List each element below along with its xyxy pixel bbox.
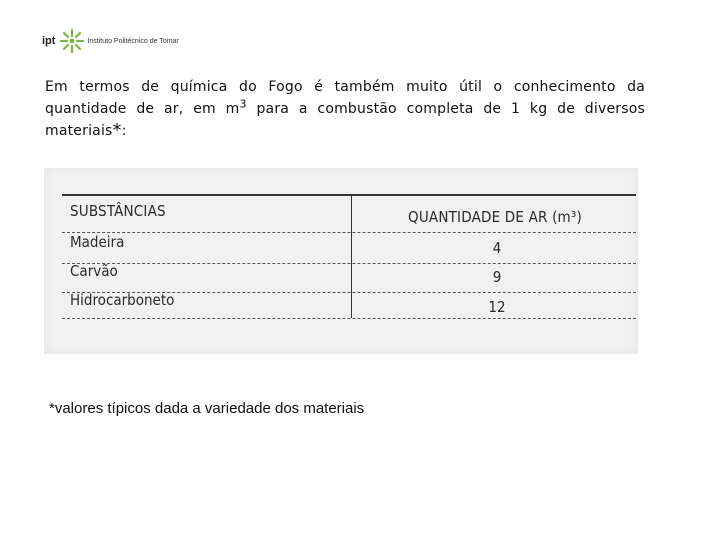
logo-institution-name: Instituto Politécnico de Tomar — [87, 37, 179, 45]
institution-logo — [42, 28, 179, 54]
table-bottom-rule — [62, 318, 636, 319]
row-substance: Carvão — [70, 262, 118, 280]
intro-text-end: para a combustão completa de 1 kg de diversos materiais — [45, 101, 645, 139]
intro-paragraph — [45, 76, 645, 142]
footnote-asterisk: * — [112, 120, 122, 141]
column-divider — [351, 196, 352, 318]
header-air-quantity: QUANTIDADE DE AR (m³) — [408, 208, 582, 226]
table-rule — [62, 263, 636, 264]
logo-ipt-text: ipt — [42, 35, 56, 47]
intro-colon: : — [121, 123, 127, 139]
sunburst-logo-icon — [59, 28, 85, 54]
row-substance: Hidrocarboneto — [70, 291, 175, 309]
table-rule — [62, 232, 636, 233]
intro-text-start: Em termos de química do Fogo é também muito útil o conhecimento da quantidade de ar, em m — [45, 79, 645, 117]
unit-exponent: 3 — [239, 97, 247, 111]
footnote: *valores típicos dada a variedade dos materiais — [49, 400, 365, 417]
row-amount: 4 — [492, 239, 502, 257]
row-amount: 9 — [492, 268, 502, 286]
scanned-table-image — [44, 168, 638, 354]
air-quantity-table — [62, 188, 638, 328]
header-substances: SUBSTÂNCIAS — [70, 202, 166, 220]
row-substance: Madeira — [70, 233, 125, 251]
table-top-rule — [62, 194, 636, 196]
row-amount: 12 — [488, 298, 506, 316]
